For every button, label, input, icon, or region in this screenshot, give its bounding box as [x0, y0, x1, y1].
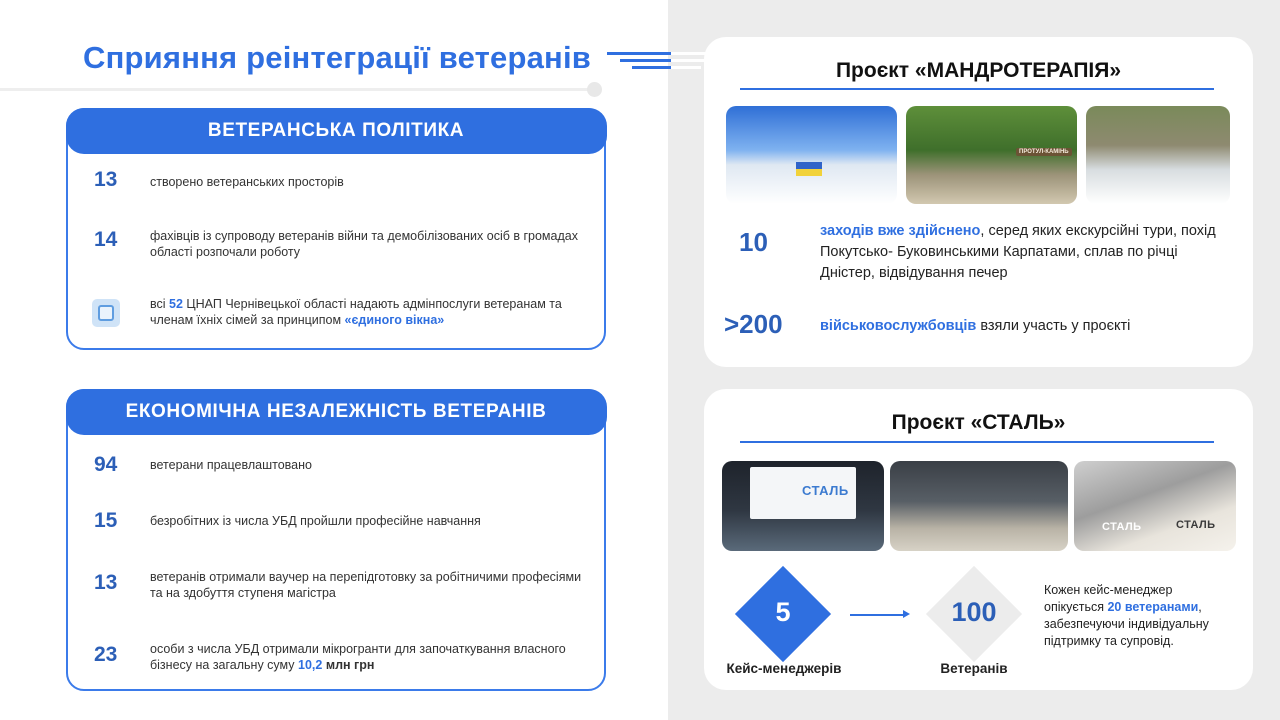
mandro-participants-text	[820, 316, 1220, 337]
photo-mountain-group	[726, 106, 897, 204]
projection-screen	[750, 467, 856, 519]
mandro-stat-highlight: заходів вже здійснено	[820, 223, 981, 239]
title-underline	[0, 88, 598, 91]
mandro-stat-text	[820, 221, 1220, 284]
ukraine-flag-icon	[796, 162, 822, 176]
stal-title-line	[740, 441, 1214, 443]
economic-item-text: безробітних із числа УБД пройшли професійне навчання	[150, 514, 481, 528]
veteran-policy-header-label: ВЕТЕРАНСЬКА ПОЛІТИКА	[207, 119, 465, 141]
economic-card	[66, 389, 606, 691]
mandro-participants-number: >200	[724, 309, 783, 339]
managers-label: Кейс-менеджерів	[726, 661, 842, 676]
economic-item-number: 23	[94, 643, 118, 666]
mandro-title: Проєкт «МАНДРОТЕРАПІЯ»	[835, 59, 1122, 82]
grant-unit: млн грн	[325, 658, 375, 672]
note-post: , забезпечуючи індивідуальну підтримку та супровід.	[1044, 600, 1209, 648]
policy-item-text: фахівців із супроводу ветеранів війни та демобілізованих осіб в громадах області розпочали роботу	[150, 229, 578, 259]
arrow-line	[850, 614, 906, 616]
mandro-stat-number: 10	[739, 227, 768, 257]
mandro-title-line	[740, 88, 1214, 90]
veteran-policy-card	[66, 108, 606, 350]
veteran-policy-header	[66, 108, 607, 154]
title-stripe	[607, 52, 671, 55]
stal-title: Проєкт «СТАЛЬ»	[891, 411, 1066, 434]
policy-item-number: 14	[94, 228, 118, 251]
title-stripe	[671, 66, 701, 69]
cnap-text	[150, 296, 590, 328]
note-pre: Кожен кейс-менеджер опікується	[1044, 583, 1173, 614]
grant-amount: 10,2	[298, 658, 323, 672]
mandro-panel	[704, 37, 1253, 367]
photo-forest-hike	[906, 106, 1077, 204]
economic-header-label: ЕКОНОМІЧНА НЕЗАЛЕЖНІСТЬ ВЕТЕРАНІВ	[125, 400, 547, 422]
photo-stage-screen	[722, 461, 884, 551]
note-highlight: 20 ветеранами	[1107, 600, 1199, 614]
mandro-participants-rest: взяли участь у проєкті	[976, 318, 1131, 334]
bag-logo: СТАЛЬ	[1102, 521, 1142, 533]
cnap-pre: всі	[150, 297, 166, 311]
mandro-participants-highlight: військовослужбовців	[820, 318, 977, 334]
veterans-label: Ветеранів	[940, 661, 1008, 676]
veterans-number: 100	[951, 597, 997, 627]
title-stripe	[620, 59, 671, 62]
bag-logo: СТАЛЬ	[1176, 519, 1216, 531]
photo-stal-bags	[1074, 461, 1236, 551]
cnap-highlight: «єдиного вікна»	[344, 313, 445, 327]
stal-panel	[704, 389, 1253, 690]
economic-grant-text	[150, 641, 590, 673]
title-stripe	[632, 66, 671, 69]
title-dot	[587, 82, 602, 97]
economic-item-number: 13	[94, 571, 118, 594]
policy-item-text: створено ветеранських просторів	[150, 175, 344, 189]
photo-stage-ceremony	[890, 461, 1068, 551]
arrow-right-icon	[903, 610, 910, 618]
stal-note	[1044, 582, 1224, 650]
managers-number: 5	[775, 597, 791, 627]
stal-screen-logo: СТАЛЬ	[802, 483, 849, 498]
mandro-stat-rest: , серед яких екскурсійні тури, похід Покутсько- Буковинськими Карпатами, сплав по річці Дністер, відвідування печер	[820, 223, 1216, 281]
page-title: Сприяння реінтеграції ветеранів	[83, 40, 592, 75]
title-stripe	[671, 59, 706, 62]
title-stripe	[671, 52, 706, 55]
policy-item-number: 13	[94, 168, 118, 191]
photo-rafting	[1086, 106, 1230, 204]
cnap-icon	[92, 299, 120, 327]
grant-pre: особи з числа УБД отримали мікрогранти для започаткування власного бізнесу на загальну суму	[150, 642, 566, 672]
economic-item-number: 15	[94, 509, 118, 532]
cnap-mid: ЦНАП Чернівецької області надають адмінпослуги ветеранам та членам їхніх сімей за принципом	[150, 297, 562, 327]
economic-item-text: ветеранів отримали ваучер на перепідготовку за робітничими професіями та на здобуття ступеня магістра	[150, 570, 582, 600]
trail-sign: ПРОТУЛ-КАМІНЬ	[1016, 148, 1072, 156]
cnap-number: 52	[169, 297, 183, 311]
economic-item-number: 94	[94, 453, 118, 476]
economic-header	[66, 389, 607, 435]
economic-item-text: ветерани працевлаштовано	[150, 458, 312, 472]
